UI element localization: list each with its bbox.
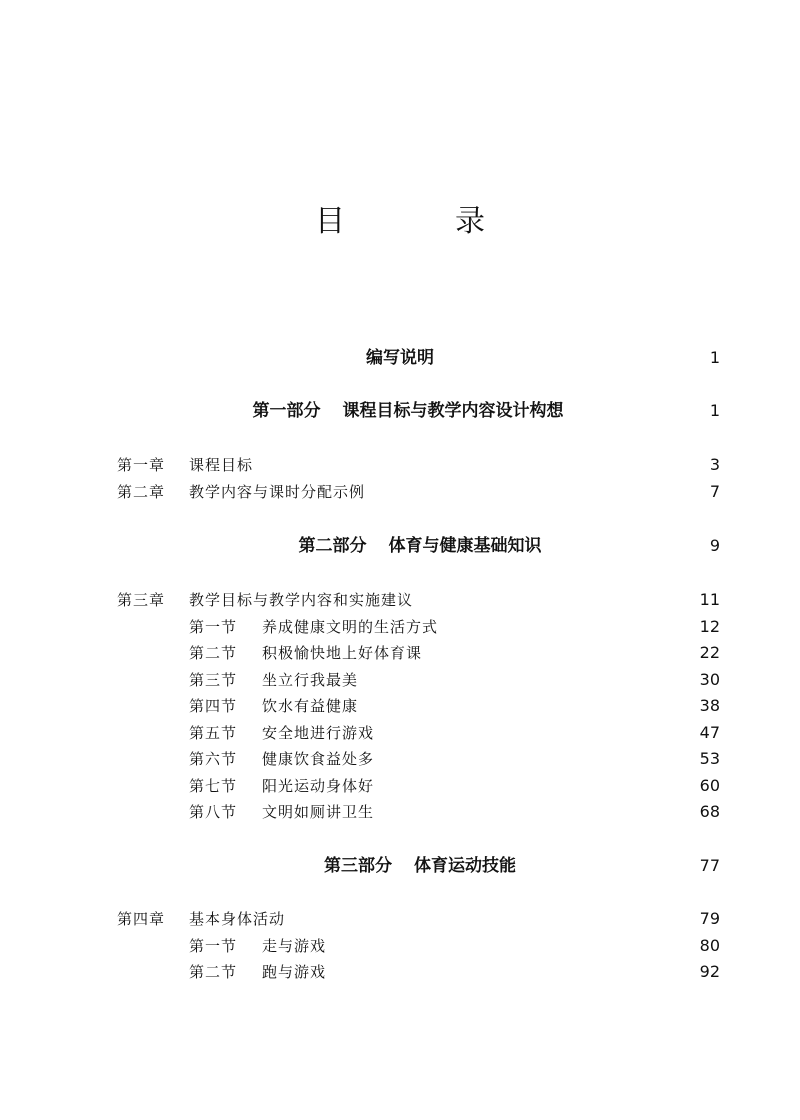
section-number: 第六节 xyxy=(189,750,238,768)
part-title: 课程目标与教学内容设计构想 xyxy=(342,401,564,421)
toc-entry-section[interactable] xyxy=(0,746,800,772)
section-title: 安全地进行游戏 xyxy=(262,724,375,742)
section-number: 第五节 xyxy=(189,724,238,742)
section-title: 养成健康文明的生活方式 xyxy=(262,618,439,636)
toc-entry-part-1[interactable] xyxy=(0,398,800,424)
section-number: 第一节 xyxy=(189,937,238,955)
toc-entry-chapter-1[interactable] xyxy=(0,452,800,478)
page-number: 11 xyxy=(699,590,720,609)
chapter-title: 课程目标 xyxy=(189,456,254,474)
chapter-number: 第三章 xyxy=(117,591,166,609)
part-heading xyxy=(0,533,800,559)
part-title: 体育与健康基础知识 xyxy=(388,536,542,556)
page-number: 9 xyxy=(709,536,720,555)
toc-entry-section[interactable] xyxy=(0,720,800,746)
page-number: 30 xyxy=(699,670,720,689)
part-number: 第二部分 xyxy=(298,536,367,556)
part-number: 第一部分 xyxy=(252,401,321,421)
section-title: 阳光运动身体好 xyxy=(262,777,375,795)
toc-entry-section[interactable] xyxy=(0,667,800,693)
toc-entry-part-2[interactable] xyxy=(0,533,800,559)
section-number: 第二节 xyxy=(189,963,238,981)
page-number: 68 xyxy=(699,802,720,821)
page-number: 77 xyxy=(699,856,720,875)
section-title: 跑与游戏 xyxy=(262,963,327,981)
section-number: 第二节 xyxy=(189,644,238,662)
toc-entry-section[interactable] xyxy=(0,773,800,799)
section-number: 第三节 xyxy=(189,671,238,689)
section-title: 饮水有益健康 xyxy=(262,697,359,715)
toc-entry-section[interactable] xyxy=(0,614,800,640)
page-number: 79 xyxy=(699,909,720,928)
part-heading xyxy=(0,398,800,424)
chapter-number: 第二章 xyxy=(117,483,166,501)
chapter-number: 第四章 xyxy=(117,910,166,928)
page-number: 12 xyxy=(699,617,720,636)
part-number: 第三部分 xyxy=(324,856,392,876)
intro-title: 编写说明 xyxy=(366,348,434,368)
section-title: 健康饮食益处多 xyxy=(262,750,375,768)
chapter-title: 基本身体活动 xyxy=(189,910,286,928)
section-title: 坐立行我最美 xyxy=(262,671,359,689)
toc-entry-chapter-2[interactable] xyxy=(0,479,800,505)
page-number: 47 xyxy=(699,723,720,742)
chapter-title: 教学内容与课时分配示例 xyxy=(189,483,366,501)
toc-title: 目 录 xyxy=(315,204,525,239)
page-number: 1 xyxy=(709,348,720,367)
page-number: 38 xyxy=(699,696,720,715)
page-number: 80 xyxy=(699,936,720,955)
part-title: 体育运动技能 xyxy=(414,856,516,876)
section-number: 第八节 xyxy=(189,803,238,821)
toc-entry-section[interactable] xyxy=(0,640,800,666)
page-number: 92 xyxy=(699,962,720,981)
page-number: 3 xyxy=(709,455,720,474)
toc-entry-part-3[interactable] xyxy=(0,853,800,879)
section-number: 第一节 xyxy=(189,618,238,636)
toc-entry-section[interactable] xyxy=(0,799,800,825)
page-number: 1 xyxy=(709,401,720,420)
chapter-title: 教学目标与教学内容和实施建议 xyxy=(189,591,414,609)
section-number: 第七节 xyxy=(189,777,238,795)
section-number: 第四节 xyxy=(189,697,238,715)
page-number: 60 xyxy=(699,776,720,795)
toc-entry-chapter-3[interactable] xyxy=(0,587,800,613)
part-heading xyxy=(0,853,800,879)
page-number: 22 xyxy=(699,643,720,662)
toc-entry-chapter-4[interactable] xyxy=(0,906,800,932)
toc-entry-section[interactable] xyxy=(0,693,800,719)
page-number: 53 xyxy=(699,749,720,768)
toc-entry-section[interactable] xyxy=(0,933,800,959)
section-title: 积极愉快地上好体育课 xyxy=(262,644,423,662)
toc-entry-section[interactable] xyxy=(0,959,800,985)
page-number: 7 xyxy=(709,482,720,501)
section-title: 走与游戏 xyxy=(262,937,327,955)
chapter-number: 第一章 xyxy=(117,456,166,474)
toc-entry-intro[interactable] xyxy=(0,345,800,371)
section-title: 文明如厕讲卫生 xyxy=(262,803,375,821)
